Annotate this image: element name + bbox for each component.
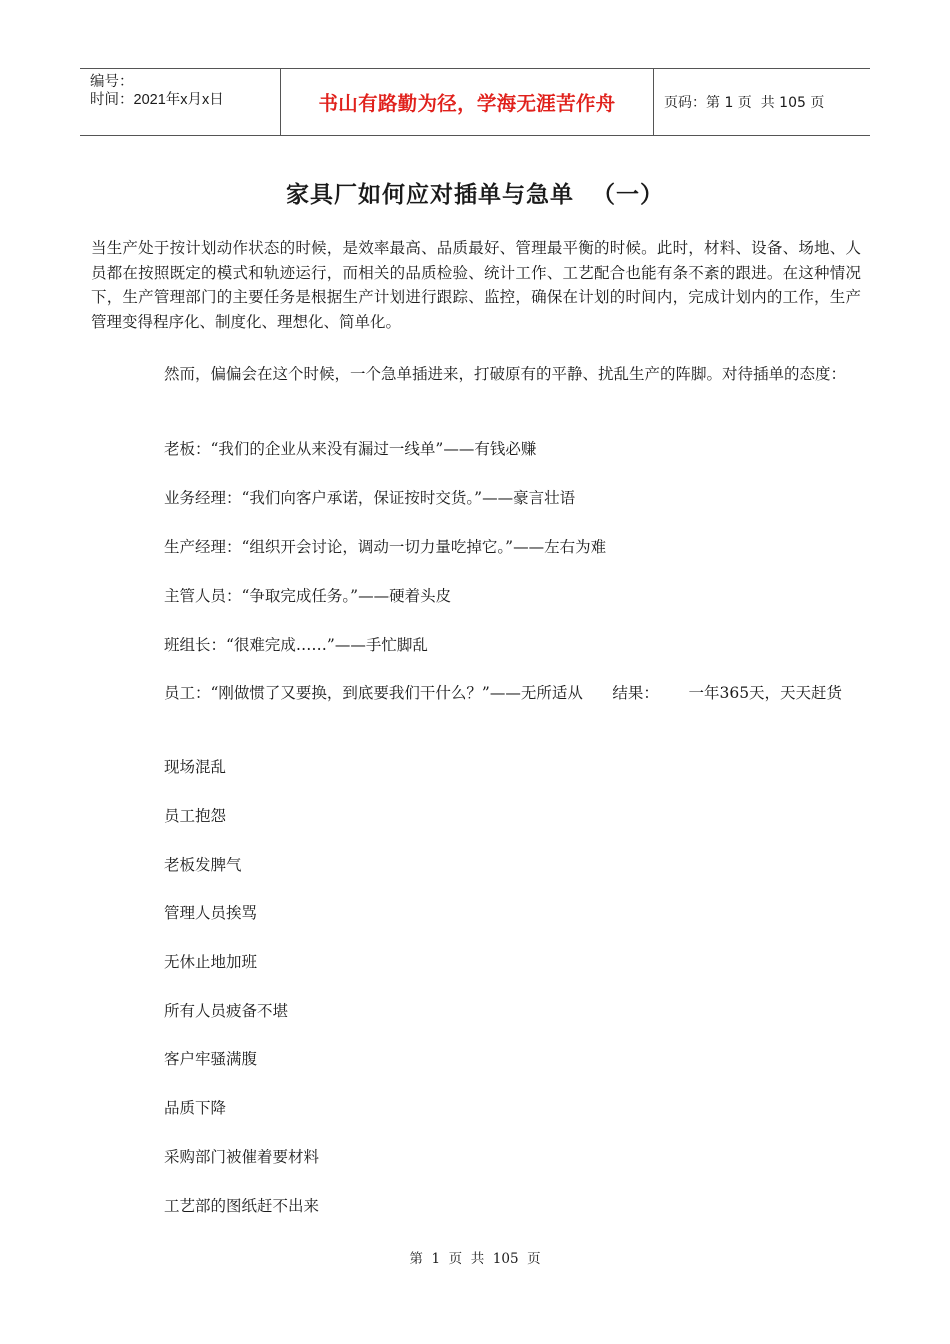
document-title: 家具厂如何应对插单与急单 （一） [285, 182, 664, 208]
page-header [80, 68, 870, 136]
attitude-line: 班组长：“很难完成……”——手忙脚乱 [164, 636, 428, 654]
result-item: 客户牢骚满腹 [164, 1050, 258, 1068]
intro-paragraph: 当生产处于按计划动作状态的时候，是效率最高、品质最好、管理最平衡的时候。此时，材料、设备、场地、人员都在按照既定的模式和轨迹运行，而相关的品质检验、统计工作、工艺配合也能有条不紊的跟进。在这种情况下，生产管理部门的主要任务是根据生产计划进行跟踪、监控，确保在计划的时间内，完成计划内的工作，生产管理变得程序化、制度化、理想化、简单化。 [91, 239, 861, 331]
page-info-text: 页码：第 1 页 共 105 页 [664, 95, 825, 111]
result-item: 采购部门被催着要材料 [164, 1148, 320, 1166]
result-item: 员工抱怨 [164, 807, 227, 825]
result-item: 所有人员疲备不堪 [164, 1002, 289, 1020]
attitude-line: 生产经理：“组织开会讨论，调动一切力量吃掉它。”——左右为难 [164, 538, 607, 556]
result-item: 品质下降 [164, 1099, 227, 1117]
header-page-info [654, 69, 870, 135]
attitude-line: 老板：“我们的企业从来没有漏过一线单”——有钱必赚 [164, 440, 537, 458]
paragraph-2: 然而，偏偏会在这个时候，一个急单插进来，打破原有的平静、扰乱生产的阵脚。对待插单的态度： [164, 365, 847, 383]
result-item: 老板发脾气 [164, 856, 242, 874]
attitude-line: 主管人员：“争取完成任务。”——硬着头皮 [164, 587, 452, 605]
document-time-label: 时间：2021年x月x日 [90, 92, 224, 108]
result-item: 现场混乱 [164, 758, 227, 776]
document-number-label: 编号： [90, 74, 134, 90]
attitude-line: 业务经理：“我们向客户承诺，保证按时交货。”——豪言壮语 [164, 489, 576, 507]
motto-text: 书山有路勤为径，学海无涯苦作舟 [318, 92, 616, 115]
page-footer: 第 1 页 共 105 页 [409, 1251, 541, 1267]
header-meta [80, 69, 281, 135]
header-motto [281, 69, 654, 135]
result-item: 工艺部的图纸赶不出来 [164, 1197, 320, 1215]
result-item: 无休止地加班 [164, 953, 258, 971]
result-item: 管理人员挨骂 [164, 904, 258, 922]
employee-paragraph: 员工：“刚做惯了又要换，到底要我们干什么？”——无所适从 结果： 一年365天，天天赶货 [164, 684, 843, 702]
